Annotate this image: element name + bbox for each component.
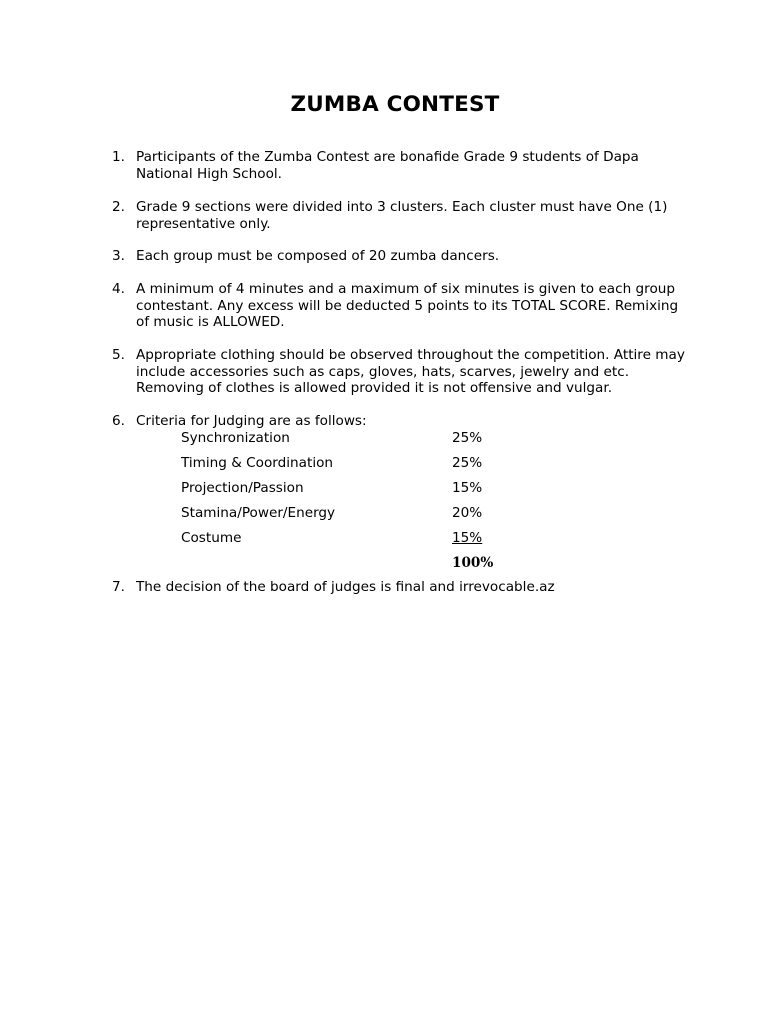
rule-number: 5. (112, 347, 125, 363)
rule-number: 1. (112, 149, 125, 165)
criteria-value: 15% (452, 480, 483, 496)
rule-text: The decision of the board of judges is final and irrevocable.az (136, 579, 555, 595)
rule-item-6 (112, 413, 692, 430)
criteria-value: 25% (452, 455, 483, 471)
rule-number: 3. (112, 248, 125, 264)
rule-item-3 (112, 248, 692, 265)
rule-text: A minimum of 4 minutes and a maximum of six minutes is given to each group contestant. Any excess will be deducted 5 points to its TOTAL SCORE. Remixing of music is ALLOWED. (136, 281, 679, 331)
rule-number: 4. (112, 281, 125, 297)
document-title: ZUMBA CONTEST (290, 92, 500, 117)
criteria-name: Costume (181, 530, 242, 546)
rule-text: Appropriate clothing should be observed throughout the competition. Attire may include accessories such as caps, gloves, hats, scarves, jewelry and etc. Removing of clothes is allowed provided it is not offensive and vulgar. (136, 347, 685, 397)
rule-item-7 (112, 579, 692, 596)
criteria-total: 100% (452, 555, 494, 571)
rule-number: 2. (112, 199, 125, 215)
rule-text: Criteria for Judging are as follows: (136, 413, 367, 429)
rule-item-4 (112, 281, 692, 331)
criteria-name: Stamina/Power/Energy (181, 505, 336, 521)
rule-text: Participants of the Zumba Contest are bonafide Grade 9 students of Dapa National High School. (136, 149, 639, 182)
rule-text: Each group must be composed of 20 zumba dancers. (136, 248, 500, 264)
rule-number: 6. (112, 413, 125, 429)
rule-item-5 (112, 347, 692, 397)
criteria-value: 25% (452, 430, 483, 446)
criteria-value: 15% (452, 530, 483, 546)
rule-number: 7. (112, 579, 125, 595)
rule-text: Grade 9 sections were divided into 3 clusters. Each cluster must have One (1) representative only. (136, 199, 668, 232)
rule-item-2 (112, 199, 692, 232)
criteria-name: Projection/Passion (181, 480, 304, 496)
rule-item-1 (112, 149, 692, 182)
criteria-name: Synchronization (181, 430, 290, 446)
criteria-value: 20% (452, 505, 483, 521)
criteria-name: Timing & Coordination (181, 455, 334, 471)
